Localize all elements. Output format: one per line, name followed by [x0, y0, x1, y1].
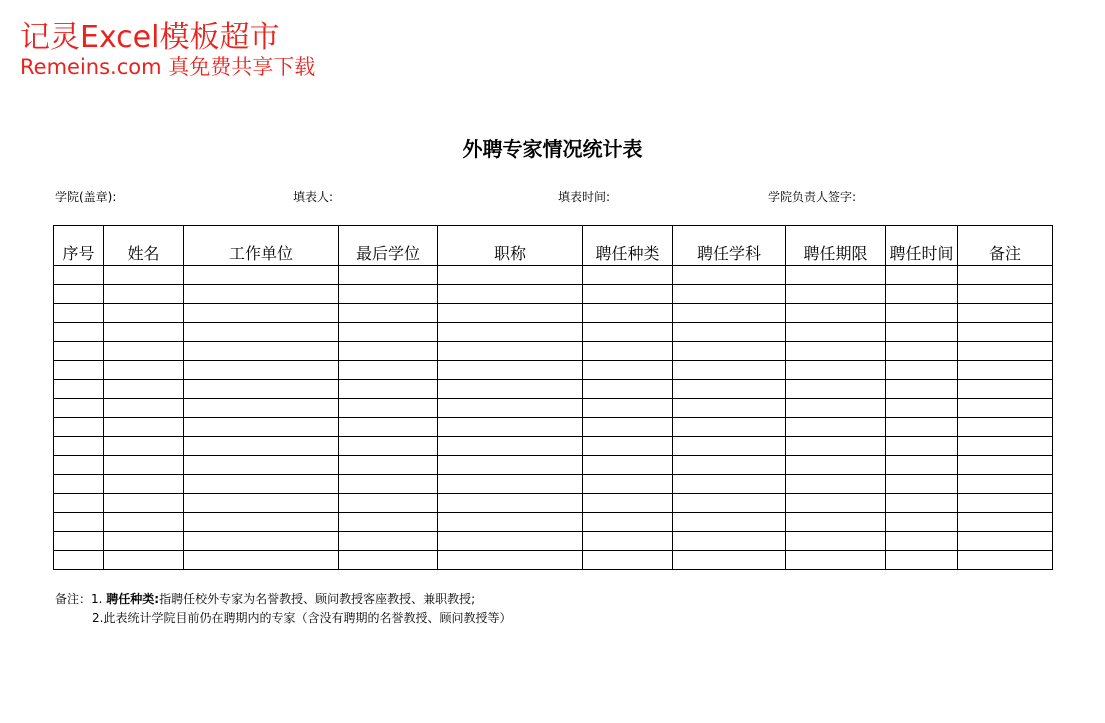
table-cell[interactable]	[438, 418, 583, 437]
table-cell[interactable]	[339, 418, 438, 437]
table-cell[interactable]	[184, 551, 339, 570]
table-cell[interactable]	[438, 285, 583, 304]
table-cell[interactable]	[786, 304, 886, 323]
table-cell[interactable]	[673, 361, 786, 380]
table-cell[interactable]	[339, 266, 438, 285]
table-cell[interactable]	[958, 266, 1053, 285]
table-row	[54, 285, 1053, 304]
note-line-2: 2.此表统计学院目前仍在聘期内的专家（含没有聘期的名誉教授、顾问教授等）	[92, 611, 512, 625]
table-cell[interactable]	[54, 437, 104, 456]
expert-table	[53, 225, 1053, 570]
table-cell[interactable]	[104, 304, 184, 323]
table-cell[interactable]	[886, 456, 958, 475]
table-cell[interactable]	[339, 456, 438, 475]
table-cell[interactable]	[886, 532, 958, 551]
table-cell[interactable]	[104, 380, 184, 399]
table-cell[interactable]	[958, 285, 1053, 304]
table-cell[interactable]	[339, 532, 438, 551]
table-row	[54, 418, 1053, 437]
col-header-remarks: 备注	[958, 226, 1053, 266]
table-cell[interactable]	[54, 494, 104, 513]
table-cell[interactable]	[104, 285, 184, 304]
table-cell[interactable]	[958, 437, 1053, 456]
table-cell[interactable]	[54, 361, 104, 380]
table-cell[interactable]	[54, 342, 104, 361]
table-cell[interactable]	[54, 399, 104, 418]
col-header-date: 聘任时间	[886, 226, 958, 266]
table-cell[interactable]	[104, 437, 184, 456]
table-cell[interactable]	[786, 380, 886, 399]
table-cell[interactable]	[438, 532, 583, 551]
table-cell[interactable]	[184, 266, 339, 285]
table-cell[interactable]	[786, 323, 886, 342]
table-cell[interactable]	[104, 399, 184, 418]
table-cell[interactable]	[104, 456, 184, 475]
note-line-1	[55, 590, 511, 609]
table-header-row	[54, 226, 1053, 266]
table-row	[54, 456, 1053, 475]
table-cell[interactable]	[886, 323, 958, 342]
table-cell[interactable]	[673, 418, 786, 437]
table-row	[54, 551, 1053, 570]
table-cell[interactable]	[673, 513, 786, 532]
table-cell[interactable]	[184, 380, 339, 399]
table-cell[interactable]	[184, 494, 339, 513]
table-cell[interactable]	[583, 513, 673, 532]
table-cell[interactable]	[184, 399, 339, 418]
table-cell[interactable]	[958, 494, 1053, 513]
table-cell[interactable]	[54, 532, 104, 551]
table-row	[54, 361, 1053, 380]
table-cell[interactable]	[438, 513, 583, 532]
col-header-title: 职称	[438, 226, 583, 266]
table-cell[interactable]	[786, 418, 886, 437]
table-cell[interactable]	[339, 304, 438, 323]
table-cell[interactable]	[438, 456, 583, 475]
table-cell[interactable]	[54, 304, 104, 323]
table-row	[54, 475, 1053, 494]
table-cell[interactable]	[54, 266, 104, 285]
watermark-brand: 记灵Excel模板超市	[20, 20, 280, 55]
table-cell[interactable]	[339, 361, 438, 380]
table-cell[interactable]	[438, 361, 583, 380]
table-cell[interactable]	[958, 513, 1053, 532]
table-cell[interactable]	[104, 418, 184, 437]
table-cell[interactable]	[184, 304, 339, 323]
table-row	[54, 513, 1053, 532]
table-cell[interactable]	[958, 418, 1053, 437]
dean-signature-label: 学院负责人签字:	[768, 190, 857, 204]
table-cell[interactable]	[673, 304, 786, 323]
table-cell[interactable]	[583, 266, 673, 285]
table-cell[interactable]	[886, 475, 958, 494]
table-cell[interactable]	[786, 437, 886, 456]
col-header-term: 聘任期限	[786, 226, 886, 266]
table-cell[interactable]	[339, 285, 438, 304]
table-cell[interactable]	[673, 456, 786, 475]
table-cell[interactable]	[438, 399, 583, 418]
table-cell[interactable]	[104, 323, 184, 342]
table-cell[interactable]	[54, 380, 104, 399]
table-cell[interactable]	[583, 304, 673, 323]
table-cell[interactable]	[786, 494, 886, 513]
table-cell[interactable]	[786, 513, 886, 532]
table-cell[interactable]	[958, 399, 1053, 418]
table-cell[interactable]	[184, 437, 339, 456]
table-cell[interactable]	[583, 342, 673, 361]
table-cell[interactable]	[184, 456, 339, 475]
table-cell[interactable]	[54, 323, 104, 342]
table-cell[interactable]	[673, 494, 786, 513]
page-title: 外聘专家情况统计表	[462, 137, 643, 161]
table-cell[interactable]	[339, 399, 438, 418]
table-cell[interactable]	[438, 494, 583, 513]
table-cell[interactable]	[786, 361, 886, 380]
table-cell[interactable]	[583, 361, 673, 380]
col-header-appointment-type: 聘任种类	[583, 226, 673, 266]
col-header-employer: 工作单位	[184, 226, 339, 266]
table-cell[interactable]	[104, 342, 184, 361]
table-cell[interactable]	[104, 361, 184, 380]
table-cell[interactable]	[673, 380, 786, 399]
watermark-site: Remeins.com 真免费共享下载	[20, 55, 316, 79]
table-cell[interactable]	[958, 342, 1053, 361]
table-cell[interactable]	[673, 285, 786, 304]
table-cell[interactable]	[583, 323, 673, 342]
col-header-discipline: 聘任学科	[673, 226, 786, 266]
table-cell[interactable]	[886, 304, 958, 323]
table-cell[interactable]	[339, 513, 438, 532]
table-cell[interactable]	[54, 551, 104, 570]
table-cell[interactable]	[438, 475, 583, 494]
table-cell[interactable]	[958, 380, 1053, 399]
table-cell[interactable]	[583, 551, 673, 570]
table-cell[interactable]	[583, 494, 673, 513]
table-cell[interactable]	[673, 437, 786, 456]
table-cell[interactable]	[786, 456, 886, 475]
table-row	[54, 342, 1053, 361]
table-cell[interactable]	[339, 380, 438, 399]
table-cell[interactable]	[104, 551, 184, 570]
table-cell[interactable]	[673, 323, 786, 342]
table-cell[interactable]	[104, 532, 184, 551]
college-seal-label: 学院(盖章):	[55, 190, 117, 204]
table-cell[interactable]	[583, 532, 673, 551]
table-cell[interactable]	[786, 475, 886, 494]
table-row	[54, 437, 1053, 456]
table-cell[interactable]	[184, 532, 339, 551]
table-cell[interactable]	[886, 418, 958, 437]
col-header-degree: 最后学位	[339, 226, 438, 266]
table-cell[interactable]	[184, 285, 339, 304]
table-cell[interactable]	[958, 475, 1053, 494]
table-cell[interactable]	[583, 285, 673, 304]
table-cell[interactable]	[958, 304, 1053, 323]
table-cell[interactable]	[583, 437, 673, 456]
table-cell[interactable]	[339, 475, 438, 494]
table-cell[interactable]	[339, 342, 438, 361]
table-cell[interactable]	[583, 418, 673, 437]
table-cell[interactable]	[958, 361, 1053, 380]
table-cell[interactable]	[339, 323, 438, 342]
table-cell[interactable]	[54, 456, 104, 475]
table-cell[interactable]	[104, 513, 184, 532]
table-row	[54, 304, 1053, 323]
table-cell[interactable]	[958, 551, 1053, 570]
table-cell[interactable]	[583, 456, 673, 475]
table-cell[interactable]	[958, 532, 1053, 551]
table-cell[interactable]	[673, 342, 786, 361]
table-cell[interactable]	[438, 551, 583, 570]
table-cell[interactable]	[786, 342, 886, 361]
table-row	[54, 323, 1053, 342]
table-cell[interactable]	[886, 342, 958, 361]
table-cell[interactable]	[786, 285, 886, 304]
filler-label: 填表人:	[293, 190, 334, 204]
col-header-name: 姓名	[104, 226, 184, 266]
table-cell[interactable]	[583, 475, 673, 494]
table-row	[54, 494, 1053, 513]
table-cell[interactable]	[786, 551, 886, 570]
table-cell[interactable]	[786, 266, 886, 285]
table-cell[interactable]	[184, 361, 339, 380]
fill-time-label: 填表时间:	[558, 190, 611, 204]
table-cell[interactable]	[339, 551, 438, 570]
note-1-term: 聘任种类:	[106, 592, 160, 606]
table-cell[interactable]	[438, 342, 583, 361]
watermark	[20, 18, 315, 80]
table-cell[interactable]	[886, 513, 958, 532]
table-cell[interactable]	[673, 475, 786, 494]
table-cell[interactable]	[184, 342, 339, 361]
col-header-index: 序号	[54, 226, 104, 266]
table-cell[interactable]	[104, 475, 184, 494]
table-cell[interactable]	[886, 399, 958, 418]
table-cell[interactable]	[886, 494, 958, 513]
table-cell[interactable]	[438, 437, 583, 456]
table-cell[interactable]	[438, 266, 583, 285]
table-cell[interactable]	[438, 304, 583, 323]
table-cell[interactable]	[339, 437, 438, 456]
table-cell[interactable]	[886, 361, 958, 380]
table-cell[interactable]	[54, 513, 104, 532]
table-cell[interactable]	[958, 323, 1053, 342]
table-cell[interactable]	[184, 513, 339, 532]
table-row	[54, 399, 1053, 418]
notes	[55, 590, 511, 628]
notes-prefix: 备注：	[55, 592, 92, 606]
table-cell[interactable]	[886, 285, 958, 304]
table-cell[interactable]	[184, 475, 339, 494]
table-cell[interactable]	[54, 475, 104, 494]
table-row	[54, 380, 1053, 399]
table-cell[interactable]	[583, 399, 673, 418]
table-cell[interactable]	[673, 532, 786, 551]
table-cell[interactable]	[54, 418, 104, 437]
note-1-number: 1.	[91, 592, 103, 606]
table-cell[interactable]	[886, 437, 958, 456]
table-cell[interactable]	[104, 494, 184, 513]
table-cell[interactable]	[54, 285, 104, 304]
table-row	[54, 532, 1053, 551]
table-cell[interactable]	[184, 418, 339, 437]
note-1-text: 指聘任校外专家为名誉教授、顾问教授客座教授、兼职教授;	[159, 592, 476, 606]
table-cell[interactable]	[886, 380, 958, 399]
table-cell[interactable]	[958, 456, 1053, 475]
table-cell[interactable]	[673, 399, 786, 418]
table-cell[interactable]	[184, 323, 339, 342]
table-cell[interactable]	[886, 266, 958, 285]
table-cell[interactable]	[786, 532, 886, 551]
table-cell[interactable]	[886, 551, 958, 570]
table-cell[interactable]	[786, 399, 886, 418]
table-cell[interactable]	[583, 380, 673, 399]
table-cell[interactable]	[438, 380, 583, 399]
table-cell[interactable]	[438, 323, 583, 342]
table-cell[interactable]	[673, 551, 786, 570]
table-row	[54, 266, 1053, 285]
table-cell[interactable]	[104, 266, 184, 285]
table-cell[interactable]	[339, 494, 438, 513]
table-cell[interactable]	[673, 266, 786, 285]
